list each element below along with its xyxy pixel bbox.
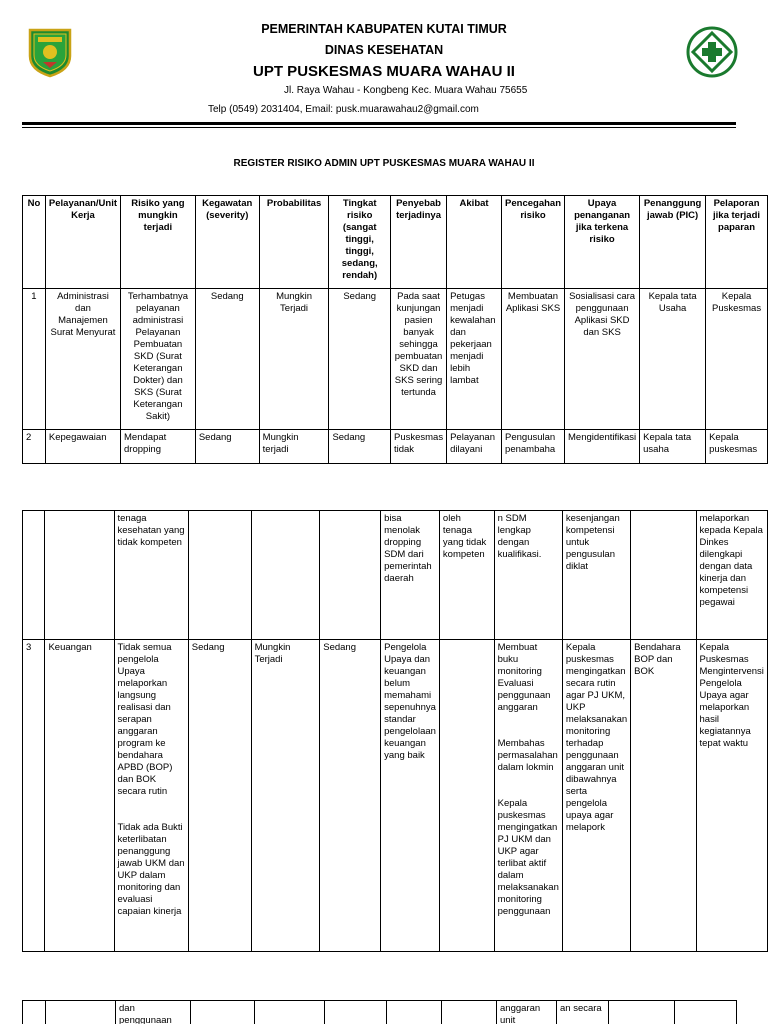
cell-unit: Kepegawaian [45,430,120,464]
cell-akibat: Pelayanan dilayani [447,430,502,464]
table-header-row [23,196,768,289]
cell-probabilitas [251,511,320,640]
cell-kegawatan [191,1001,255,1024]
cell-tingkat [325,1001,387,1024]
letterhead-institution: UPT PUSKESMAS MUARA WAHAU II [253,63,515,80]
header-cell: No [23,196,46,289]
cell-pic: Bendahara BOP dan BOK [631,640,696,952]
cell-pic: Kepala tata usaha [640,430,706,464]
cell-upaya: kesenjangan kompetensi untuk pengusulan diklat [562,511,630,640]
header-cell: Pelaporan jika terjadi paparan [706,196,768,289]
cell-risiko: Mendapat dropping [121,430,196,464]
header-cell: Risiko yang mungkin terjadi [121,196,196,289]
cell-no [23,1001,46,1024]
cell-pencegahan: anggaran unit [497,1001,557,1024]
cell-penyebab: Pengelola Upaya dan keuangan belum memahami sepenuhnya standar pengelolaan keuangan yang baik [381,640,440,952]
cell-akibat: Petugas menjadi kewalahan dan pekerjaan menjadi lebih lambat [447,289,502,430]
puskesmas-logo-icon [686,26,738,78]
cell-akibat [442,1001,497,1024]
risiko-item: Tidak semua pengelola Upaya melaporkan langsung realisasi dan serapan anggaran program ke bendahara APBD (BOP) dan BOK secara rutin [117,642,173,797]
letterhead-contact: Telp (0549) 2031404, Email: pusk.muarawahau2@gmail.com [208,104,479,115]
pencegahan-item: Membahas permasalahan dalam lokmin [497,738,558,773]
cell-pencegahan: Pengusulan penambaha [502,430,565,464]
letterhead-rule-thin [22,127,736,128]
cell-probabilitas: Mungkin terjadi [259,430,329,464]
cell-risiko: dan penggunaan [116,1001,191,1024]
table-row [23,640,768,952]
cell-no: 1 [23,289,46,430]
risk-register-table [22,195,768,464]
cell-penyebab: Puskesmas tidak [390,430,446,464]
cell-probabilitas [255,1001,325,1024]
cell-pelaporan: Kepala puskesmas [706,430,768,464]
pencegahan-item: Kepala puskesmas mengingatkan PJ UKM dan UKP agar terlibat aktif dalam melaksanakan monitoring penggunaan [497,798,559,917]
cell-pelaporan: melaporkan kepada Kepala Dinkes dilengkapi dengan data kinerja dan kompetensi pegawai [696,511,768,640]
cell-pic [631,511,696,640]
cell-tingkat [320,511,381,640]
cell-probabilitas: Mungkin Terjadi [259,289,329,430]
cell-upaya: an secara [557,1001,609,1024]
cell-penyebab: Pada saat kunjungan pasien banyak sehingga pembuatan SKD dan SKS sering tertunda [390,289,446,430]
cell-unit: Keuangan [45,640,114,952]
cell-risiko: tenaga kesehatan yang tidak kompeten [114,511,188,640]
cell-penyebab: bisa menolak dropping SDM dari pemerintah daerah [381,511,440,640]
cell-kegawatan: Sedang [188,640,251,952]
cell-pic: Kepala tata Usaha [640,289,706,430]
cell-unit: Administrasi dan Manajemen Surat Menyurat [45,289,120,430]
cell-upaya: Sosialisasi cara penggunaan Aplikasi SKD dan SKS [565,289,640,430]
header-cell: Akibat [447,196,502,289]
table-row [23,430,768,464]
cell-kegawatan: Sedang [195,430,259,464]
cell-no: 2 [23,430,46,464]
table-row [23,511,768,640]
cell-pencegahan: Membuatan Aplikasi SKS [502,289,565,430]
cell-probabilitas: Mungkin Terjadi [251,640,320,952]
letterhead-department: DINAS KESEHATAN [324,43,444,57]
letterhead-address: Jl. Raya Wahau - Kongbeng Kec. Muara Wahau 75655 [284,85,528,96]
risk-register-table-continued-2 [22,1000,737,1024]
cell-upaya: Mengidentifikasi [565,430,640,464]
letterhead-government: PEMERINTAH KABUPATEN KUTAI TIMUR [261,22,507,36]
header-cell: Kegawatan (severity) [195,196,259,289]
cell-pencegahan [494,640,562,952]
table-row [23,289,768,430]
header-cell: Penanggung jawab (PIC) [640,196,706,289]
header-cell: Tingkat risiko (sangat tinggi, tinggi, sedang, rendah) [329,196,391,289]
cell-akibat [439,640,494,952]
header-cell: Upaya penanganan jika terkena risiko [565,196,640,289]
cell-unit [46,1001,116,1024]
cell-kegawatan: Sedang [195,289,259,430]
pencegahan-item: Membuat buku monitoring Evaluasi penggunaan anggaran [497,642,551,713]
cell-risiko: Terhambatnya pelayanan administrasi Pelayanan Pembuatan SKD (Surat Keterangan Dokter) dan SKS (Surat Keterangan Sakit) [121,289,196,430]
cell-pelaporan: Kepala Puskesmas Mengintervensi Pengelola Upaya agar melaporkan hasil kegiatannya tepat waktu [696,640,768,952]
table-row [23,1001,737,1024]
document-title: REGISTER RISIKO ADMIN UPT PUSKESMAS MUARA WAHAU II [233,158,535,169]
cell-tingkat: Sedang [329,430,391,464]
header-cell: Probabilitas [259,196,329,289]
cell-pelaporan: Kepala Puskesmas [706,289,768,430]
cell-risiko [114,640,188,952]
letterhead-rule-thick [22,122,736,125]
header-cell: Pelayanan/Unit Kerja [45,196,120,289]
cell-kegawatan [188,511,251,640]
cell-akibat: oleh tenaga yang tidak kompeten [439,511,494,640]
cell-no: 3 [23,640,45,952]
header-cell: Pencegahan risiko [502,196,565,289]
header-cell: Penyebab terjadinya [390,196,446,289]
cell-pic [609,1001,675,1024]
cell-upaya: Kepala puskesmas mengingatkan secara rutin agar PJ UKM, UKP melaksanakan monitoring terhadap penggunaan anggaran unit dibawahnya serta pengelola upaya agar melapork [562,640,630,952]
cell-pencegahan: n SDM lengkap dengan kualifikasi. [494,511,562,640]
cell-penyebab [387,1001,442,1024]
cell-unit [45,511,114,640]
cell-tingkat: Sedang [320,640,381,952]
cell-pelaporan [675,1001,737,1024]
letterhead [0,0,768,130]
cell-no [23,511,45,640]
risiko-item: Tidak ada Bukti keterlibatan penanggung jawab UKM dan UKP dalam monitoring dan evaluasi capaian kinerja [117,822,185,917]
risk-register-table-continued [22,510,768,952]
cell-tingkat: Sedang [329,289,391,430]
